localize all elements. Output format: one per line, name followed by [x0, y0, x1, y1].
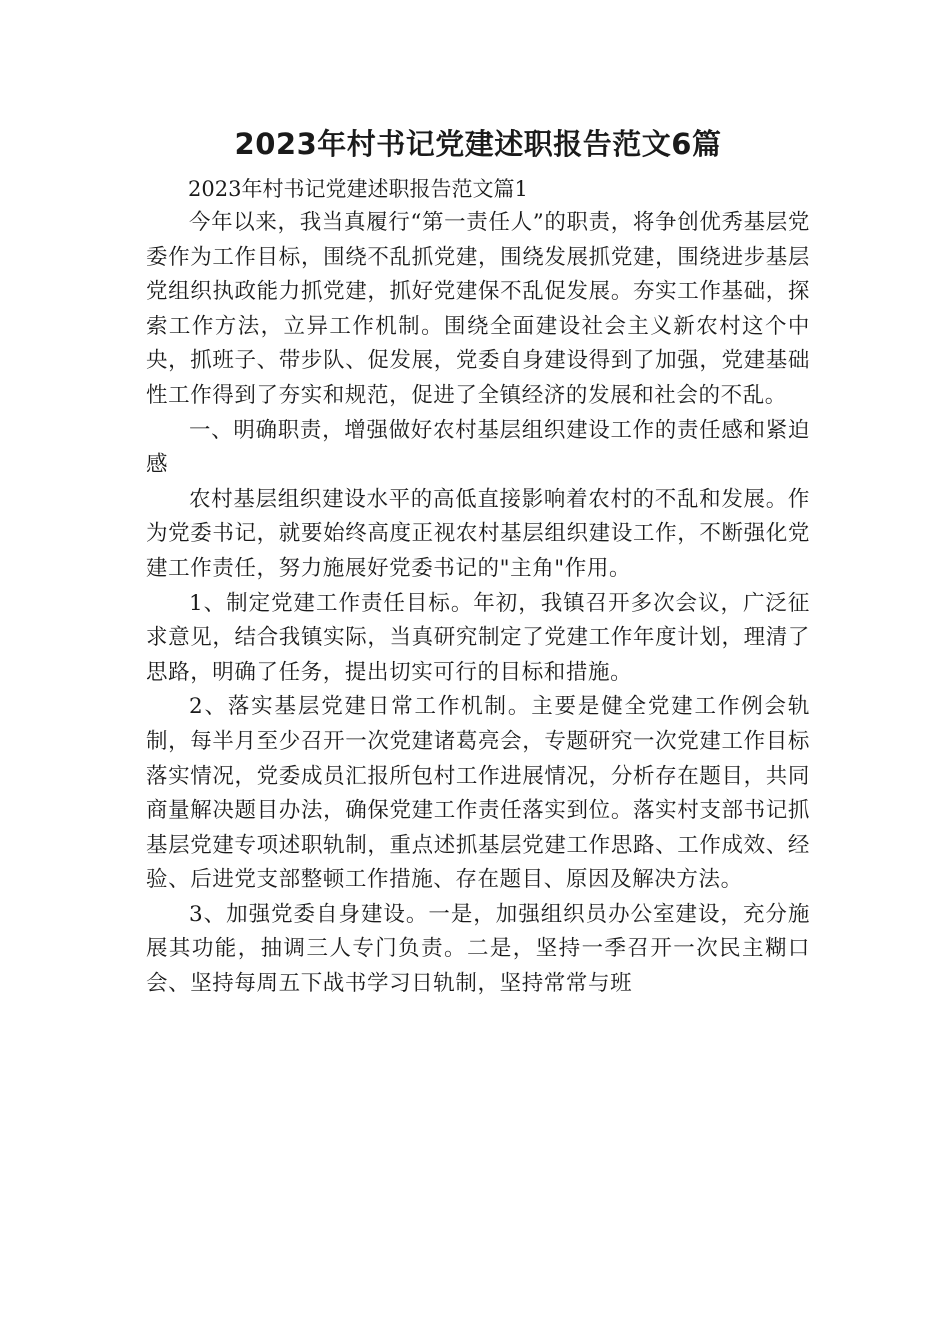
- paragraph-intro: 今年以来，我当真履行“第一责任人”的职责，将争创优秀基层党委作为工作目标，围绕不乱抓党建，围绕发展抓党建，围绕进步基层党组织执政能力抓党建，抓好党建保不乱促发展。夯实工作基础，探索工作方法，立异工作机制。围绕全面建设社会主义新农村这个中央，抓班子、带步队、促发展，党委自身建设得到了加强，党建基础性工作得到了夯实和规范，促进了全镇经济的发展和社会的不乱。: [146, 210, 810, 408]
- section-heading-1: 一、明确职责，增强做好农村基层组织建设工作的责任感和紧迫感: [146, 417, 810, 478]
- document-title: 2023年村书记党建述职报告范文6篇: [234, 127, 722, 161]
- paragraph-section-1: 农村基层组织建设水平的高低直接影响着农村的不乱和发展。作为党委书记，就要始终高度正视农村基层组织建设工作，不断强化党建工作责任，努力施展好党委书记的"主角"作用。: [146, 486, 810, 581]
- paragraph-item-2: 2、落实基层党建日常工作机制。主要是健全党建工作例会轨制，每半月至少召开一次党建诸葛亮会，专题研究一次党建工作目标落实情况，党委成员汇报所包村工作进展情况，分析存在题目，共同商量解决题目办法，确保党建工作责任落实到位。落实村支部书记抓基层党建专项述职轨制，重点述抓基层党建工作思路、工作成效、经验、后进党支部整顿工作措施、存在题目、原因及解决方法。: [146, 694, 810, 893]
- document-page: [146, 118, 810, 1002]
- paragraph-item-3: 3、加强党委自身建设。一是，加强组织员办公室建设，充分施展其功能，抽调三人专门负责。二是，坚持一季召开一次民主糊口会、坚持每周五下战书学习日轨制，坚持常常与班: [146, 901, 810, 997]
- document-subtitle: 2023年村书记党建述职报告范文篇1: [188, 177, 528, 201]
- paragraph-item-1: 1、制定党建工作责任目标。年初，我镇召开多次会议，广泛征求意见，结合我镇实际，当真研究制定了党建工作年度计划，理清了思路，明确了任务，提出切实可行的目标和措施。: [146, 590, 810, 685]
